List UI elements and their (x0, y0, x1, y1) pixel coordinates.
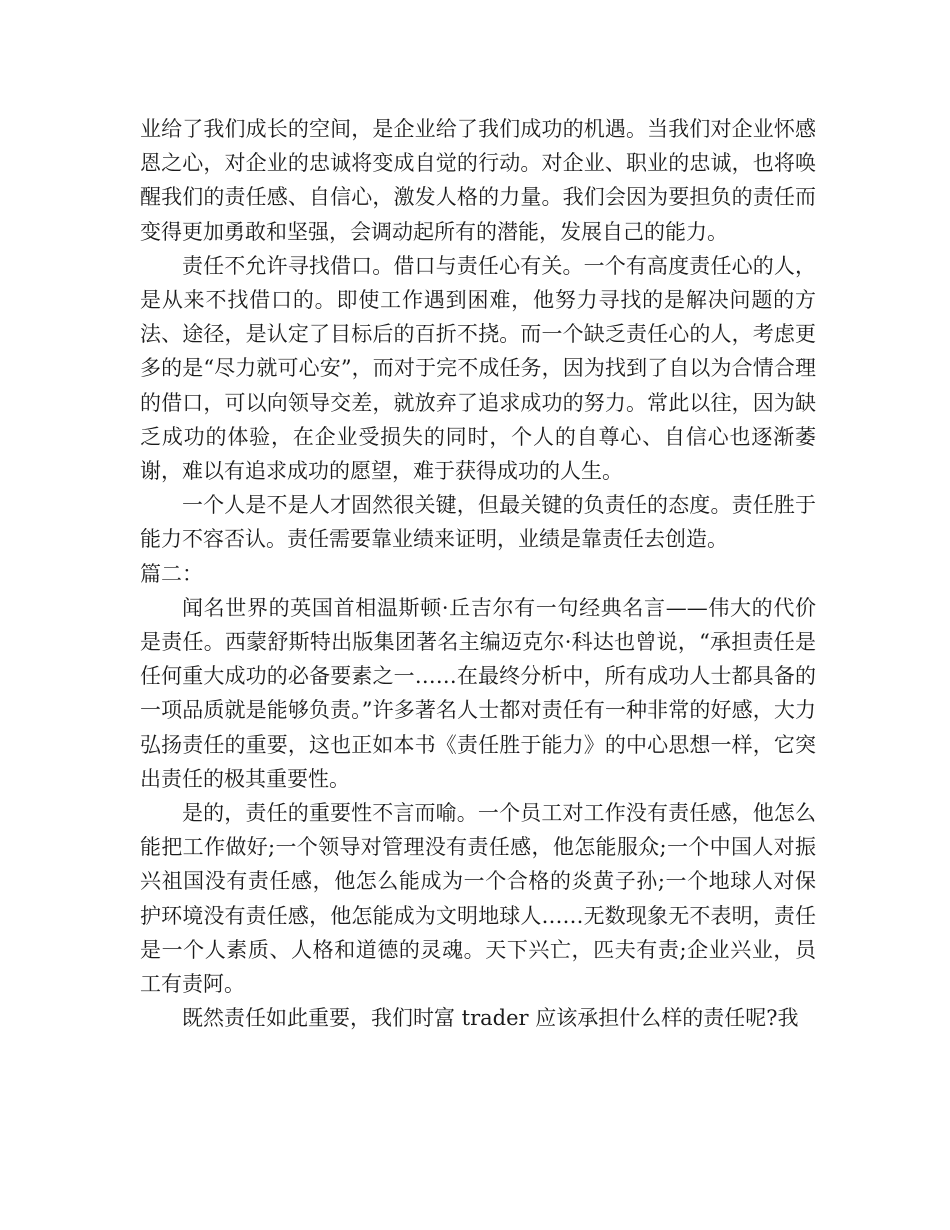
paragraph-5: 是的，责任的重要性不言而喻。一个员工对工作没有责任感，他怎么能把工作做好;一个领导对管理没有责任感，他怎能服众;一个中国人对振兴祖国没有责任感，他怎么能成为一个合格的炎黄子孙;一个地球人对保护环境没有责任感，他怎能成为文明地球人……无数现象无不表明，责任是一个人素质、人格和道德的灵魂。天下兴亡，匹夫有责;企业兴业，员工有责阿。 (140, 801, 816, 997)
paragraph-4: 闻名世界的英国首相温斯顿·丘吉尔有一句经典名言——伟大的代价是责任。西蒙舒斯特出版集团著名主编迈克尔·科达也曾说，“承担责任是任何重大成功的必备要素之一……在最终分析中，所有成功人士都具备的一项品质就是能够负责。”许多著名人士都对责任有一种非常的好感，大力弘扬责任的重要，这也正如本书《责任胜于能力》的中心思想一样，它突出责任的极其重要性。 (140, 595, 816, 791)
paragraph-3: 一个人是不是人才固然很关键，但最关键的负责任的态度。责任胜于能力不容否认。责任需要靠业绩来证明，业绩是靠责任去创造。 (140, 493, 816, 552)
paragraph-6: 既然责任如此重要，我们时富 trader 应该承担什么样的责任呢?我 (182, 1006, 799, 1031)
section-heading: 篇二： (140, 561, 203, 586)
paragraph-1: 业给了我们成长的空间，是企业给了我们成功的机遇。当我们对企业怀感恩之心，对企业的忠诚将变成自觉的行动。对企业、职业的忠诚，也将唤醒我们的责任感、自信心，激发人格的力量。我们会因为要担负的责任而变得更加勇敢和坚强，会调动起所有的潜能，发展自己的能力。 (140, 117, 816, 244)
paragraph-2: 责任不允许寻找借口。借口与责任心有关。一个有高度责任心的人，是从来不找借口的。即使工作遇到困难，他努力寻找的是解决问题的方法、途径，是认定了目标后的百折不挠。而一个缺乏责任心的人，考虑更多的是“尽力就可心安”，而对于完不成任务，因为找到了自以为合情合理的借口，可以向领导交差，就放弃了追求成功的努力。常此以往，因为缺乏成功的体验，在企业受损失的同时，个人的自尊心、自信心也逐渐萎谢，难以有追求成功的愿望，难于获得成功的人生。 (140, 253, 816, 484)
document-body (140, 112, 816, 1035)
